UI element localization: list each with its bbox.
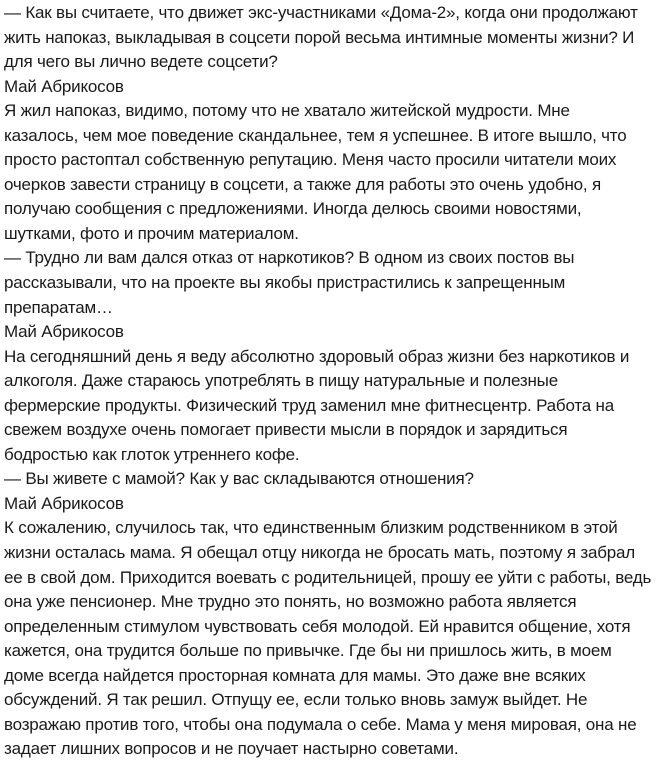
answer-line: К сожалению, случилось так, что единственным близким родственником в этой	[4, 518, 618, 538]
answer-line: жизни осталась мама. Я обещал отцу никогда не бросать мать, поэтому я забрал	[4, 543, 635, 563]
answer-line: Я жил напоказ, видимо, потому что не хватало житейской мудрости. Мне	[4, 101, 570, 121]
turn-question	[4, 1, 668, 75]
answer-line: очерков завести страницу в соцсети, а также для работы это очень удобно, я	[4, 174, 601, 194]
turn-question	[4, 467, 668, 492]
answer-line: она уже пенсионер. Мне трудно это понять, но возможно работа является	[4, 592, 577, 612]
speaker-name: Май Абрикосов	[4, 322, 124, 342]
answer-line: кажется, она трудится больше по привычке. Где бы ни пришлось жить, в моем	[4, 641, 612, 661]
answer-line: свежем воздухе очень помогает привести мысли в порядок и зарядиться	[4, 420, 568, 440]
turn-speaker	[4, 492, 668, 517]
answer-line: доме всегда найдется просторная комната для мамы. Это даже вне всяких	[4, 665, 586, 685]
answer-line: получаю сообщения с предложениями. Иногда делюсь своими новостями,	[4, 199, 582, 219]
answer-line: бодростью как глоток утреннего кофе.	[4, 444, 300, 464]
question-line: препаратам…	[4, 297, 113, 317]
answer-line: возражаю против того, чтобы она подумала о себе. Мама у меня мировая, она не	[4, 714, 637, 734]
question-line: рассказывали, что на проекте вы якобы пристрастились к запрещенным	[4, 273, 566, 293]
speaker-name: Май Абрикосов	[4, 76, 124, 96]
answer-line: казалось, чем мое поведение скандальнее, тем я успешнее. В итоге вышло, что	[4, 125, 627, 145]
answer-line: задает лишних вопросов и не поучает настырно советами.	[4, 739, 459, 759]
answer-line: алкоголя. Даже стараюсь употреблять в пищу натуральные и полезные	[4, 371, 558, 391]
speaker-name: Май Абрикосов	[4, 493, 124, 513]
answer-line: определенным стимулом чувствовать себя молодой. Ей нравится общение, хотя	[4, 616, 631, 636]
question-line: для чего вы лично ведете соцсети?	[4, 52, 278, 72]
answer-line: фермерские продукты. Физический труд заменил мне фитнесцентр. Работа на	[4, 395, 614, 415]
answer-line: На сегодняшний день я веду абсолютно здоровый образ жизни без наркотиков и	[4, 346, 630, 366]
question-line: — Вы живете с мамой? Как у вас складываются отношения?	[4, 469, 474, 489]
turn-question	[4, 246, 668, 320]
answer-line: обсуждений. Я так решил. Отпущу ее, если только вновь замуж выйдет. Не	[4, 690, 588, 710]
answer-line: просто растоптал собственную репутацию. Меня часто просили читатели моих	[4, 150, 617, 170]
question-line: — Как вы считаете, что движет экс-участниками «Дома-2», когда они продолжают	[4, 3, 638, 22]
turn-speaker	[4, 320, 668, 345]
turn-speaker	[4, 75, 668, 100]
turn-answer	[4, 345, 668, 468]
turn-answer	[4, 516, 668, 761]
question-line: жить напоказ, выкладывая в соцсети порой весьма интимные моменты жизни? И	[4, 27, 635, 47]
answer-line: ее в свой дом. Приходится воевать с родительницей, прошу ее уйти с работы, ведь	[4, 567, 652, 587]
turn-answer	[4, 99, 668, 246]
question-line: — Трудно ли вам дался отказ от наркотиков? В одном из своих постов вы	[4, 248, 575, 268]
answer-line: шутками, фото и прочим материалом.	[4, 223, 299, 243]
